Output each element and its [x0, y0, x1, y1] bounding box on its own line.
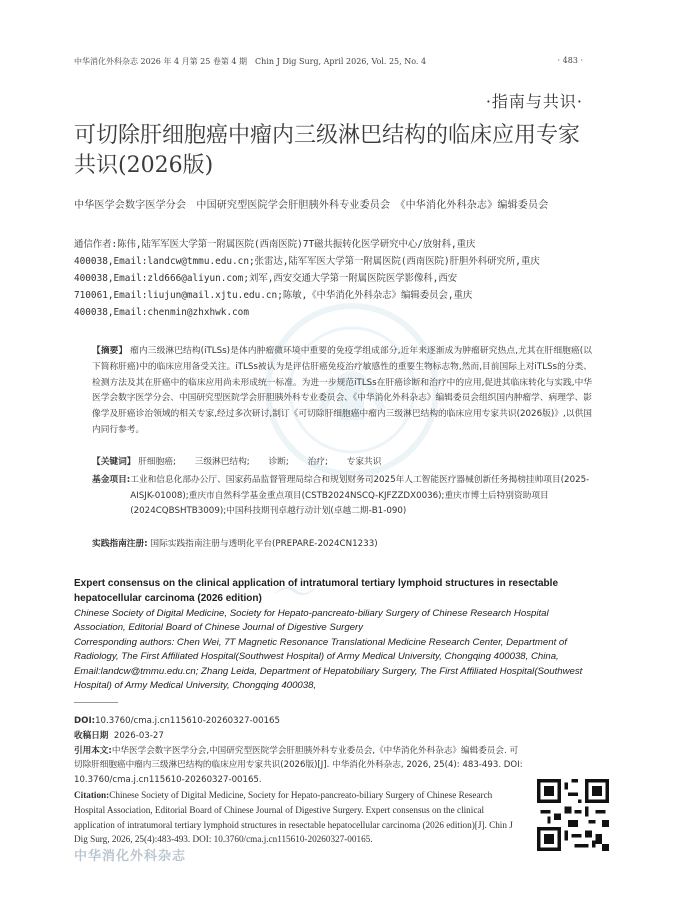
keyword: 治疗;: [307, 457, 328, 467]
english-authors: [74, 607, 594, 693]
registration-label: 实践指南注册:: [92, 539, 148, 549]
watermark-script-decoration: ～: [270, 568, 313, 617]
keywords: [92, 455, 592, 471]
received-date: 2026-03-27: [113, 730, 164, 741]
keyword: 专家共识: [346, 457, 382, 467]
received-label: 收稿日期: [74, 730, 109, 741]
fund-label: 基金项目:: [92, 475, 131, 485]
journal-footer-logo: 中华消化外科杂志: [74, 849, 187, 864]
corresponding-authors: 通信作者:陈伟,陆军军医大学第一附属医院(西南医院)7T磁共振转化医学研究中心/放射科,重庆400038,Email:landcw@tmmu.edu.cn;张雷达,陆军军医大学第一附属医院(西南医院)肝胆外科研究所,重庆 400038,Email:zld666@aliyun.com;刘军,西安交通大学第一附属医院医学影像科,西安 710061,Email:liujun@mail.xjtu.edu.cn;陈敏,《中华消化外科杂志》编辑委员会,重庆 400038,Email:chenmin@zhxhwk.com: [74, 239, 540, 318]
citation-en: [74, 788, 524, 847]
doi-label: DOI:: [74, 716, 96, 726]
english-author-organizations: Chinese Society of Digital Medicine, Society for Hepato-pancreato-biliary Surgery of Chinese Research Hospital Association, Editorial Board of Chinese Journal of Digestive Surgery: [74, 608, 549, 634]
doi-line: [74, 714, 524, 729]
keyword: 三级淋巴结构;: [194, 457, 250, 467]
english-title: Expert consensus on the clinical application of intratumoral tertiary lymphoid structures in resectable hepatocellular carcinoma (2026 edition): [74, 578, 559, 604]
guideline-registration: [92, 537, 592, 553]
cite-cn: [74, 744, 524, 788]
cite-cn-text: 中华医学会数字医学分会,中国研究型医院学会肝胆胰外科专业委员会,《中华消化外科杂志》编辑委员会. 可切除肝细胞癌中瘤内三级淋巴结构的临床应用专家共识(2026版)[J]. 中华消化外科杂志, 2026, 25(4): 483-493. DOI: 10.3760/cma.j.cn115610-20260327-00165.: [74, 745, 523, 786]
doi-link[interactable]: 10.3760/cma.j.cn115610-20260327-00165: [95, 716, 280, 726]
keyword: 诊断;: [268, 457, 289, 467]
abstract-text: 瘤内三级淋巴结构(iTLSs)是体内肿瘤微环境中重要的免疫学组成部分,近年来逐渐成为肿瘤研究热点,尤其在肝细胞癌(以下简称肝癌)中的临床应用备受关注。iTLSs被认为是评估肝癌免疫治疗敏感性的重要生物标志物,然而,目前国际上对iTLSs的分类、检测方法及其在肝癌中的临床应用尚未形成统一标准。为进一步规范iTLSs在肝癌诊断和治疗中的应用,促进其临床转化与实践,中华医学会数字医学分会、中国研究型医院学会肝胆胰外科专业委员会、《中华消化外科杂志》编辑委员会组织国内肿瘤学、病理学、影像学及肝癌诊治领域的相关专家,经过多次研讨,制订《可切除肝细胞癌中瘤内三级淋巴结构的临床应用专家共识(2026版)》,以供国内同行参考。: [92, 346, 592, 435]
citation-text: Chinese Society of Digital Medicine, Society for Hepato-pancreato-biliary Surgery of Chinese Research Hospital Association, Editorial Board of Chinese Journal of Digestive Surgery. Expert consensus on the clinical application of intratumoral tertiary lymphoid structures in resectable hepatocellular carcinoma (2026 edition)[J]. Chin J Dig Surg, 2026, 25(4):483-493. DOI: 10.3760/cma.j.cn115610-20260327-00165.: [74, 789, 513, 845]
keywords-label: 【关键词】: [92, 457, 136, 467]
qr-code-icon[interactable]: [537, 779, 609, 851]
citation-label: Citation:: [74, 789, 110, 800]
running-header-left: 中华消化外科杂志 2026 年 4 月第 25 卷第 4 期 Chin J Dig Surg, April 2026, Vol. 25, No. 4: [74, 57, 427, 66]
divider: [74, 702, 118, 703]
registration-text: 国际实践指南注册与透明化平台(PREPARE-2024CN1233): [150, 539, 378, 549]
english-corresponding-authors: Corresponding authors: Chen Wei, 7T Magnetic Resonance Translational Medicine Research Center, Department of Radiology, The First Affiliated Hospital(Southwest Hospital) of Army Medical University, Chongqing 400038, China, Email:landcw@tmmu.edu.cn; Zhang Leida, Department of Hepatobiliary Surgery, The First Affiliated Hospital(Southwest Hospital) of Army Medical University, Chongqing 400038,: [74, 636, 583, 692]
author-organizations: 中华医学会数字医学分会 中国研究型医院学会肝胆胰外科专业委员会 《中华消化外科杂志》编辑委员会: [74, 200, 549, 211]
article-metadata: [74, 714, 524, 847]
cite-cn-label: 引用本文:: [74, 745, 112, 756]
keyword: 肝细胞癌;: [138, 457, 176, 467]
fund-project: [92, 473, 592, 520]
abstract: [92, 344, 592, 439]
section-label: ·指南与共识·: [485, 92, 583, 111]
abstract-label: 【摘要】: [92, 346, 128, 356]
received-line: [74, 729, 524, 744]
article-title: 可切除肝细胞癌中瘤内三级淋巴结构的临床应用专家共识(2026版): [74, 123, 581, 178]
fund-text: 工业和信息化部办公厅、国家药品监督管理局综合和规划财务司2025年人工智能医疗器械创新任务揭榜挂帅项目(2025-AISJK-01008);重庆市自然科学基金重点项目(CSTB2024NSCQ-KJFZZDX0036);重庆市博士后特别资助项目(2024CQBSHTB3009);中国科技期刊卓越行动计划(卓越二期-B1-090): [130, 475, 590, 517]
page-number: · 483 ·: [557, 56, 583, 65]
